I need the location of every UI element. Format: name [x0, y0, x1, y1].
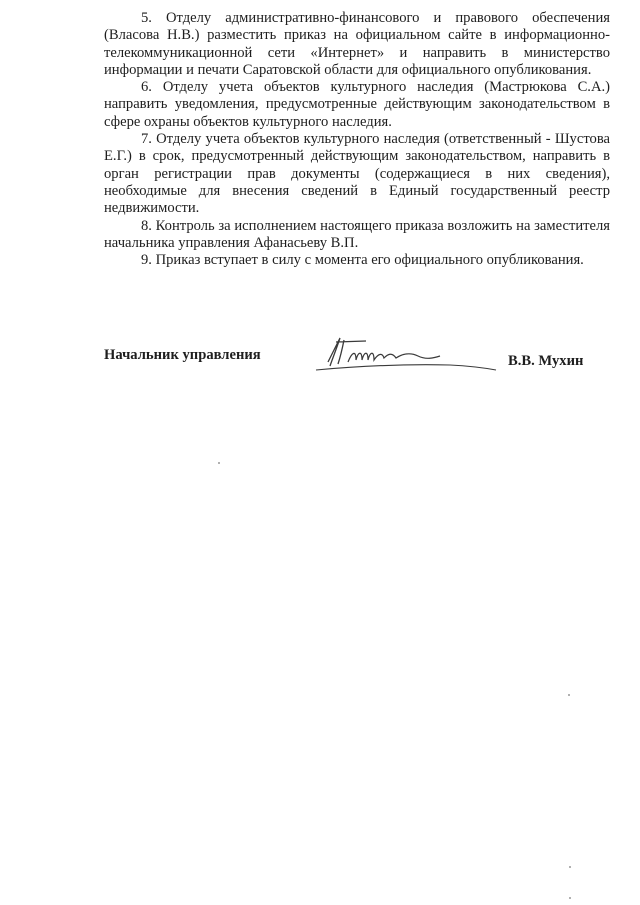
paragraph-9: 9. Приказ вступает в силу с момента его официального опубликования.: [141, 252, 584, 269]
scan-speck: [568, 694, 570, 696]
paragraph-8: 8. Контроль за исполнением настоящего приказа возложить на заместителя начальника управления Афанасьеву В.П.: [104, 217, 610, 251]
scan-speck: [569, 866, 571, 868]
handwritten-signature: [300, 332, 500, 377]
document-body: [104, 10, 610, 269]
paragraph-5: 5. Отделу административно-финансового и правового обеспечения (Власова Н.В.) разместить приказ на официальном сайте в информационно-телекоммуникационной сети «Интернет» и направить в министерство информации и печати Саратовской области для официального опубликования.: [104, 10, 610, 78]
signatory-name: В.В. Мухин: [508, 353, 584, 369]
paragraph-7: 7. Отделу учета объектов культурного наследия (ответственный - Шустова Е.Г.) в срок, предусмотренный действующим законодательством, направить в орган регистрации прав документы (содержащиеся в них сведения), необходимые для внесения сведений в Единый государственный реестр недвижимости.: [104, 131, 610, 217]
signatory-title: Начальник управления: [104, 347, 261, 363]
scan-speck: [218, 462, 220, 464]
scan-speck: [569, 897, 571, 899]
paragraph-6: 6. Отделу учета объектов культурного наследия (Мастрюкова С.А.) направить уведомления, предусмотренные действующим законодательством в сфере охраны объектов культурного наследия.: [104, 79, 610, 130]
